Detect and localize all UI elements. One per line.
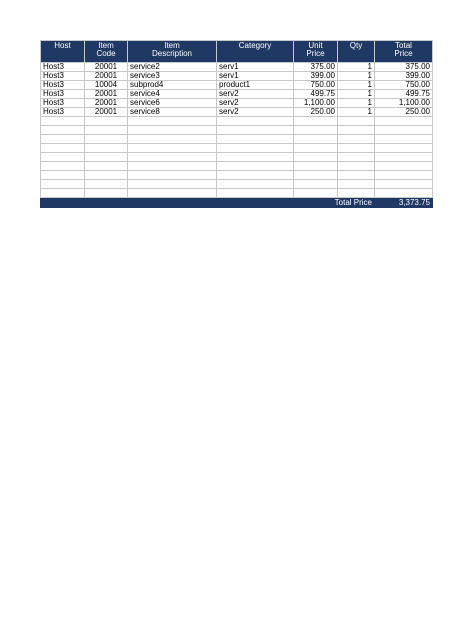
empty-cell xyxy=(85,117,128,126)
cell-item-description: service4 xyxy=(128,90,217,99)
cell-total-price: 1,100.00 xyxy=(375,99,433,108)
cell-category: serv2 xyxy=(217,90,294,99)
empty-row xyxy=(41,153,433,162)
header-host: Host xyxy=(41,41,85,63)
empty-cell xyxy=(217,117,294,126)
empty-cell xyxy=(217,180,294,189)
header-total-price: Total Price xyxy=(375,41,433,63)
cell-item-code: 20001 xyxy=(85,72,128,81)
empty-cell xyxy=(128,171,217,180)
empty-cell xyxy=(294,189,338,198)
cell-host: Host3 xyxy=(41,90,85,99)
table-row xyxy=(41,72,433,81)
cell-unit-price: 750.00 xyxy=(294,81,338,90)
empty-cell xyxy=(338,144,375,153)
empty-cell xyxy=(85,171,128,180)
empty-cell xyxy=(41,162,85,171)
cell-qty: 1 xyxy=(338,63,375,72)
empty-cell xyxy=(294,153,338,162)
empty-cell xyxy=(85,144,128,153)
empty-cell xyxy=(41,180,85,189)
cell-unit-price: 1,100.00 xyxy=(294,99,338,108)
empty-cell xyxy=(41,117,85,126)
empty-cell xyxy=(217,171,294,180)
empty-cell xyxy=(375,189,433,198)
cell-item-code: 20001 xyxy=(85,99,128,108)
empty-cell xyxy=(128,189,217,198)
empty-cell xyxy=(375,126,433,135)
cell-item-code: 10004 xyxy=(85,81,128,90)
cell-host: Host3 xyxy=(41,72,85,81)
empty-cell xyxy=(294,135,338,144)
empty-cell xyxy=(375,162,433,171)
empty-cell xyxy=(294,117,338,126)
empty-cell xyxy=(375,144,433,153)
empty-cell xyxy=(128,153,217,162)
header-row xyxy=(41,41,433,63)
empty-cell xyxy=(338,180,375,189)
cell-unit-price: 499.75 xyxy=(294,90,338,99)
empty-cell xyxy=(41,135,85,144)
header-qty: Qty xyxy=(338,41,375,63)
empty-cell xyxy=(217,126,294,135)
empty-cell xyxy=(217,144,294,153)
cell-total-price: 750.00 xyxy=(375,81,433,90)
cell-item-code: 20001 xyxy=(85,63,128,72)
empty-cell xyxy=(294,162,338,171)
header-unit-price: Unit Price xyxy=(294,41,338,63)
cell-qty: 1 xyxy=(338,90,375,99)
cell-qty: 1 xyxy=(338,81,375,90)
cell-host: Host3 xyxy=(41,99,85,108)
empty-cell xyxy=(375,171,433,180)
empty-cell xyxy=(41,144,85,153)
cell-category: serv1 xyxy=(217,63,294,72)
empty-cell xyxy=(41,153,85,162)
empty-cell xyxy=(85,153,128,162)
cell-total-price: 250.00 xyxy=(375,108,433,117)
empty-cell xyxy=(41,171,85,180)
empty-row xyxy=(41,189,433,198)
empty-cell xyxy=(128,180,217,189)
empty-cell xyxy=(294,126,338,135)
cell-total-price: 499.75 xyxy=(375,90,433,99)
cell-item-description: service8 xyxy=(128,108,217,117)
empty-cell xyxy=(128,126,217,135)
cell-item-code: 20001 xyxy=(85,108,128,117)
invoice-table xyxy=(40,40,433,208)
empty-cell xyxy=(217,135,294,144)
empty-cell xyxy=(85,126,128,135)
table-body xyxy=(41,63,433,198)
empty-row xyxy=(41,117,433,126)
cell-unit-price: 399.00 xyxy=(294,72,338,81)
empty-cell xyxy=(128,144,217,153)
table-row xyxy=(41,99,433,108)
cell-unit-price: 375.00 xyxy=(294,63,338,72)
empty-cell xyxy=(375,117,433,126)
total-price-label: Total Price xyxy=(41,198,375,208)
empty-cell xyxy=(217,189,294,198)
empty-cell xyxy=(338,171,375,180)
empty-cell xyxy=(217,153,294,162)
cell-qty: 1 xyxy=(338,99,375,108)
cell-category: serv2 xyxy=(217,108,294,117)
header-item-code: Item Code xyxy=(85,41,128,63)
empty-row xyxy=(41,144,433,153)
footer-row xyxy=(41,198,433,208)
empty-cell xyxy=(85,162,128,171)
empty-cell xyxy=(85,135,128,144)
cell-qty: 1 xyxy=(338,72,375,81)
empty-cell xyxy=(338,135,375,144)
empty-row xyxy=(41,162,433,171)
empty-cell xyxy=(338,189,375,198)
table-row xyxy=(41,63,433,72)
table-row xyxy=(41,90,433,99)
cell-item-code: 20001 xyxy=(85,90,128,99)
header-category: Category xyxy=(217,41,294,63)
cell-category: serv1 xyxy=(217,72,294,81)
empty-cell xyxy=(375,180,433,189)
cell-item-description: subprod4 xyxy=(128,81,217,90)
empty-row xyxy=(41,126,433,135)
empty-row xyxy=(41,171,433,180)
empty-cell xyxy=(85,189,128,198)
table-row xyxy=(41,108,433,117)
cell-item-description: service3 xyxy=(128,72,217,81)
empty-cell xyxy=(294,180,338,189)
cell-category: serv2 xyxy=(217,99,294,108)
empty-cell xyxy=(85,180,128,189)
empty-cell xyxy=(128,162,217,171)
empty-cell xyxy=(294,144,338,153)
header-item-description: Item Description xyxy=(128,41,217,63)
empty-cell xyxy=(338,126,375,135)
grand-total-value: 3,373.75 xyxy=(375,198,433,208)
empty-cell xyxy=(41,126,85,135)
empty-cell xyxy=(128,135,217,144)
empty-cell xyxy=(338,153,375,162)
table-row xyxy=(41,81,433,90)
cell-total-price: 399.00 xyxy=(375,72,433,81)
cell-item-description: service6 xyxy=(128,99,217,108)
empty-cell xyxy=(338,162,375,171)
cell-unit-price: 250.00 xyxy=(294,108,338,117)
empty-cell xyxy=(375,153,433,162)
empty-row xyxy=(41,135,433,144)
empty-cell xyxy=(294,171,338,180)
cell-host: Host3 xyxy=(41,81,85,90)
empty-cell xyxy=(338,117,375,126)
empty-cell xyxy=(128,117,217,126)
empty-cell xyxy=(41,189,85,198)
cell-host: Host3 xyxy=(41,63,85,72)
cell-total-price: 375.00 xyxy=(375,63,433,72)
empty-row xyxy=(41,180,433,189)
cell-host: Host3 xyxy=(41,108,85,117)
cell-item-description: service2 xyxy=(128,63,217,72)
empty-cell xyxy=(375,135,433,144)
cell-qty: 1 xyxy=(338,108,375,117)
cell-category: product1 xyxy=(217,81,294,90)
empty-cell xyxy=(217,162,294,171)
